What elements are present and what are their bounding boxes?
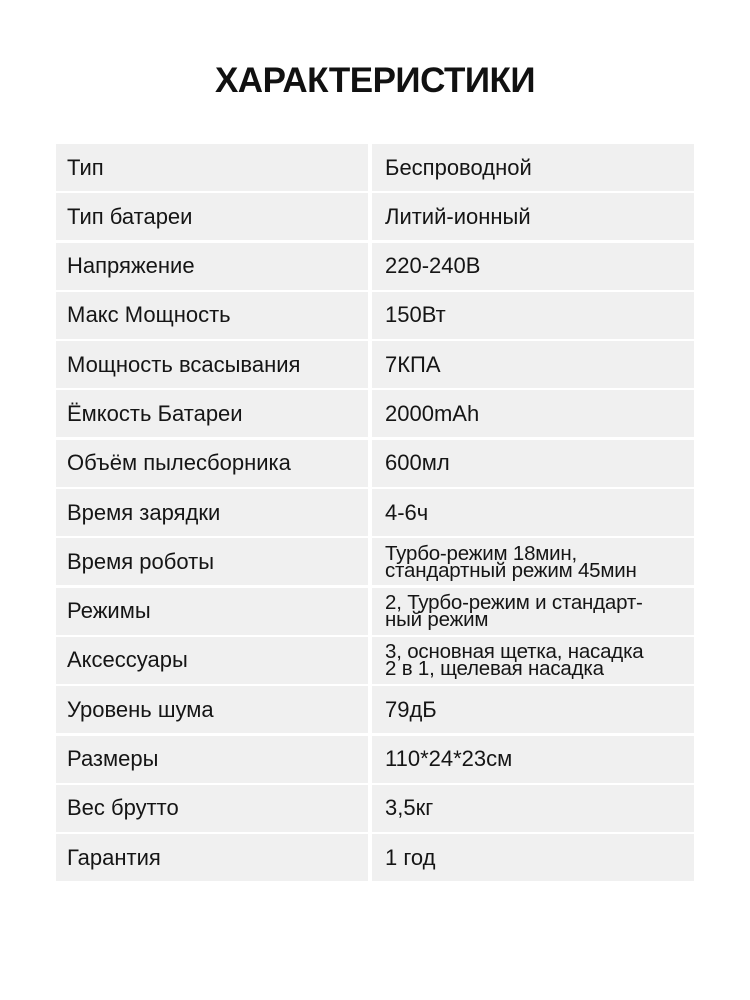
spec-row-warranty (56, 834, 694, 881)
spec-label: Ёмкость Батареи (56, 390, 368, 437)
spec-row-dust-capacity (56, 440, 694, 487)
spec-label: Вес брутто (56, 785, 368, 832)
spec-row-accessories (56, 637, 694, 684)
spec-label: Режимы (56, 588, 368, 635)
spec-value: 220-240В (372, 243, 694, 290)
spec-value: 2, Турбо-режим и стандарт- ный режим (372, 588, 694, 635)
spec-row-gross-weight (56, 785, 694, 832)
spec-label: Время роботы (56, 538, 368, 585)
spec-row-battery-type (56, 193, 694, 240)
spec-label: Макс Мощность (56, 292, 368, 339)
spec-label: Аксессуары (56, 637, 368, 684)
spec-row-max-power (56, 292, 694, 339)
spec-label: Мощность всасывания (56, 341, 368, 388)
spec-row-modes (56, 588, 694, 635)
spec-row-dimensions (56, 736, 694, 783)
spec-value: 4-6ч (372, 489, 694, 536)
spec-label: Размеры (56, 736, 368, 783)
spec-row-type (56, 144, 694, 191)
specs-table (56, 144, 694, 883)
spec-row-noise-level (56, 686, 694, 733)
spec-label: Уровень шума (56, 686, 368, 733)
spec-label: Время зарядки (56, 489, 368, 536)
spec-value: 150Вт (372, 292, 694, 339)
spec-row-suction-power (56, 341, 694, 388)
spec-value: 600мл (372, 440, 694, 487)
spec-value: 3,5кг (372, 785, 694, 832)
spec-row-voltage (56, 243, 694, 290)
spec-label: Тип (56, 144, 368, 191)
spec-label: Тип батареи (56, 193, 368, 240)
spec-label: Гарантия (56, 834, 368, 881)
spec-row-run-time (56, 538, 694, 585)
spec-value: 1 год (372, 834, 694, 881)
spec-label: Напряжение (56, 243, 368, 290)
spec-value: 3, основная щетка, насадка 2 в 1, щелевая насадка (372, 637, 694, 684)
spec-value: 110*24*23см (372, 736, 694, 783)
spec-value: Литий-ионный (372, 193, 694, 240)
spec-value: 79дБ (372, 686, 694, 733)
page-title: ХАРАКТЕРИСТИКИ (214, 61, 536, 100)
spec-value: 2000mAh (372, 390, 694, 437)
spec-row-charge-time (56, 489, 694, 536)
spec-row-battery-capacity (56, 390, 694, 437)
spec-value: Турбо-режим 18мин, стандартный режим 45мин (372, 538, 694, 585)
spec-value: 7КПА (372, 341, 694, 388)
spec-value: Беспроводной (372, 144, 694, 191)
spec-label: Объём пылесборника (56, 440, 368, 487)
